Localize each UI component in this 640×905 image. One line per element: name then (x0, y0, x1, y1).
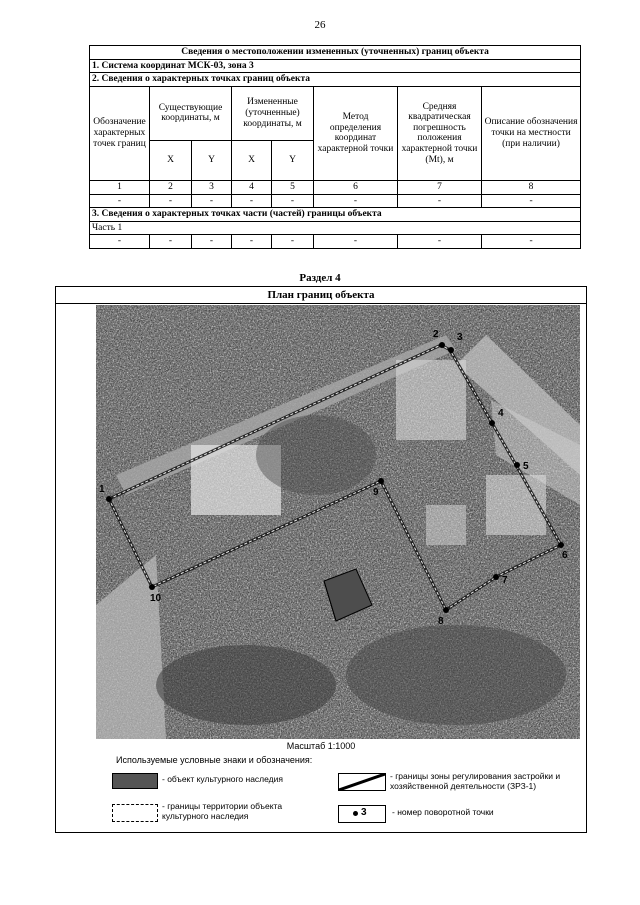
boundary-point-5[interactable] (514, 462, 520, 468)
table-cell: - (314, 194, 398, 208)
plan-frame (55, 286, 587, 833)
header-existing: Существующие координаты, м (150, 86, 232, 140)
legend-heritage-object-label: - объект культурного наследия (162, 774, 283, 784)
table-cell: - (90, 194, 150, 208)
table-cell: - (398, 235, 482, 249)
territory-boundary-swatch (112, 804, 158, 822)
boundary-point-label: 5 (523, 461, 529, 472)
part-points-section-row: 3. Сведения о характерных точках части (частей) границы объекта (90, 208, 581, 222)
page-number: 26 (314, 19, 326, 31)
column-number: 2 (150, 180, 192, 194)
table-cell: - (192, 194, 232, 208)
legend-point-number-label: - номер поворотной точки (392, 807, 494, 817)
header-existing-y: Y (192, 140, 232, 180)
boundary-point-1[interactable] (106, 496, 112, 502)
point-dot-icon (353, 811, 358, 816)
boundary-point-label: 9 (373, 487, 379, 498)
column-number: 7 (398, 180, 482, 194)
legend-zone-boundary-label: - границы зоны регулирования застройки и хозяйственной деятельности (ЗРЗ-1) (390, 771, 561, 791)
boundary-point-4[interactable] (489, 420, 495, 426)
header-changed: Измененные (уточненные) координаты, м (232, 86, 314, 140)
boundary-point-9[interactable] (378, 478, 384, 484)
column-number: 4 (232, 180, 272, 194)
boundary-point-label: 1 (99, 484, 105, 495)
header-method: Метод определения координат характерной точки (314, 86, 398, 180)
section-heading: Раздел 4 (299, 272, 341, 284)
map-scale: Масштаб 1:1000 (286, 741, 356, 751)
table-cell: - (272, 194, 314, 208)
zone-boundary-swatch (338, 773, 386, 791)
table-cell: - (232, 235, 272, 249)
points-section-row: 2. Сведения о характерных точках границ объекта (90, 73, 581, 87)
table-cell: - (192, 235, 232, 249)
boundary-point-label: 10 (150, 593, 162, 604)
heritage-object-swatch (112, 773, 158, 789)
column-numbers-row (90, 180, 581, 194)
table-cell: - (150, 235, 192, 249)
table-cell: - (150, 194, 192, 208)
legend-territory-boundary-label: - границы территории объекта культурного наследия (162, 801, 283, 821)
column-number: 6 (314, 180, 398, 194)
boundary-point-7[interactable] (493, 574, 499, 580)
table-row (90, 235, 581, 249)
boundary-point-label: 4 (498, 408, 504, 419)
boundary-point-label: 7 (502, 575, 508, 586)
boundary-point-6[interactable] (558, 542, 564, 548)
table-title: Сведения о местоположении измененных (уточненных) границ объекта (90, 46, 581, 60)
header-existing-x: X (150, 140, 192, 180)
table-cell: - (398, 194, 482, 208)
boundary-points-table (89, 45, 581, 249)
boundary-point-label: 3 (457, 332, 463, 343)
boundary-point-2[interactable] (439, 342, 445, 348)
column-number: 3 (192, 180, 232, 194)
part-label: Часть 1 (90, 221, 581, 235)
legend-title: Используемые условные знаки и обозначения: (116, 755, 313, 765)
aerial-map-image (96, 305, 580, 739)
zone-boundary-line-icon (339, 774, 385, 790)
boundary-point-10[interactable] (149, 584, 155, 590)
plan-title: План границ объекта (56, 287, 586, 304)
boundary-point-label: 6 (562, 550, 568, 561)
point-sample-number: 3 (361, 807, 367, 818)
header-changed-x: X (232, 140, 272, 180)
coordinate-system-row: 1. Система координат МСК-03, зона 3 (90, 59, 581, 73)
boundary-point-8[interactable] (443, 607, 449, 613)
table-cell: - (482, 194, 581, 208)
site-plan-map[interactable] (96, 305, 580, 739)
table-cell: - (314, 235, 398, 249)
table-cell: - (272, 235, 314, 249)
header-changed-y: Y (272, 140, 314, 180)
table-cell: - (482, 235, 581, 249)
boundary-point-3[interactable] (448, 347, 454, 353)
column-number: 5 (272, 180, 314, 194)
boundary-point-label: 8 (438, 616, 444, 627)
table-cell: - (232, 194, 272, 208)
header-accuracy: Средняя квадратическая погрешность положения характерной точки (Mt), м (398, 86, 482, 180)
boundary-point-label: 2 (433, 329, 439, 340)
header-designation: Обозначение характерных точек границ (90, 86, 150, 180)
column-number: 8 (482, 180, 581, 194)
column-number: 1 (90, 180, 150, 194)
table-cell: - (90, 235, 150, 249)
point-number-swatch (338, 805, 386, 823)
header-description: Описание обозначения точки на местности (при наличии) (482, 86, 581, 180)
table-row (90, 194, 581, 208)
